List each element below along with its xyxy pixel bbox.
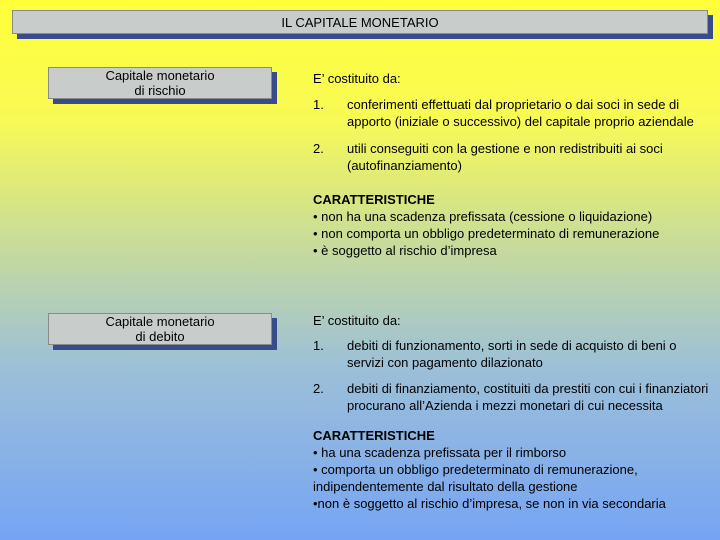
slide-title: IL CAPITALE MONETARIO [12, 10, 708, 34]
risk-item-1 [313, 96, 713, 130]
risk-capital-section [313, 70, 713, 259]
debt-item-1 [313, 337, 713, 371]
risk-capital-label-line1: Capitale monetario [105, 68, 215, 83]
risk-item-2-number: 2. [313, 141, 324, 156]
risk-capital-label [48, 67, 272, 99]
debt-capital-label [48, 313, 272, 345]
debt-char-line-1: • ha una scadenza prefissata per il rimborso [313, 445, 567, 460]
risk-item-1-number: 1. [313, 97, 324, 112]
debt-characteristics [313, 427, 713, 512]
debt-item-2-number: 2. [313, 381, 324, 396]
debt-capital-label-line2: di debito [135, 329, 185, 344]
risk-intro: E’ costituito da: [313, 71, 401, 86]
debt-item-1-number: 1. [313, 338, 324, 353]
risk-char-line-3: • è soggetto al rischio d’impresa [313, 243, 497, 258]
risk-item-2 [313, 140, 713, 174]
debt-item-2-text: debiti di finanziamento, costituiti da prestiti con cui i finanziatori procurano all’Azienda i mezzi monetari di cui necessita [347, 381, 709, 413]
debt-characteristics-title: CARATTERISTICHE [313, 428, 435, 443]
debt-capital-label-line1: Capitale monetario [105, 314, 215, 329]
debt-item-2 [313, 380, 713, 414]
debt-char-line-3: •non è soggetto al rischio d’impresa, se non in via secondaria [313, 496, 666, 511]
debt-intro: E’ costituito da: [313, 313, 401, 328]
debt-capital-section [313, 312, 713, 512]
risk-item-2-text: utili conseguiti con la gestione e non redistribuiti ai soci (autofinanziamento) [347, 141, 663, 173]
risk-char-line-2: • non comporta un obbligo predeterminato di remunerazione [313, 226, 660, 241]
risk-characteristics [313, 191, 713, 259]
debt-item-1-text: debiti di funzionamento, sorti in sede di acquisto di beni o servizi con pagamento dilazionato [347, 338, 677, 370]
risk-item-1-text: conferimenti effettuati dal proprietario o dai soci in sede di apporto (iniziale o successivo) del capitale proprio aziendale [347, 97, 694, 129]
risk-characteristics-title: CARATTERISTICHE [313, 192, 435, 207]
risk-capital-label-line2: di rischio [134, 83, 186, 98]
risk-char-line-1: • non ha una scadenza prefissata (cessione o liquidazione) [313, 209, 653, 224]
debt-char-line-2: • comporta un obbligo predeterminato di remunerazione, indipendentemente dal risultato della gestione [313, 462, 638, 494]
